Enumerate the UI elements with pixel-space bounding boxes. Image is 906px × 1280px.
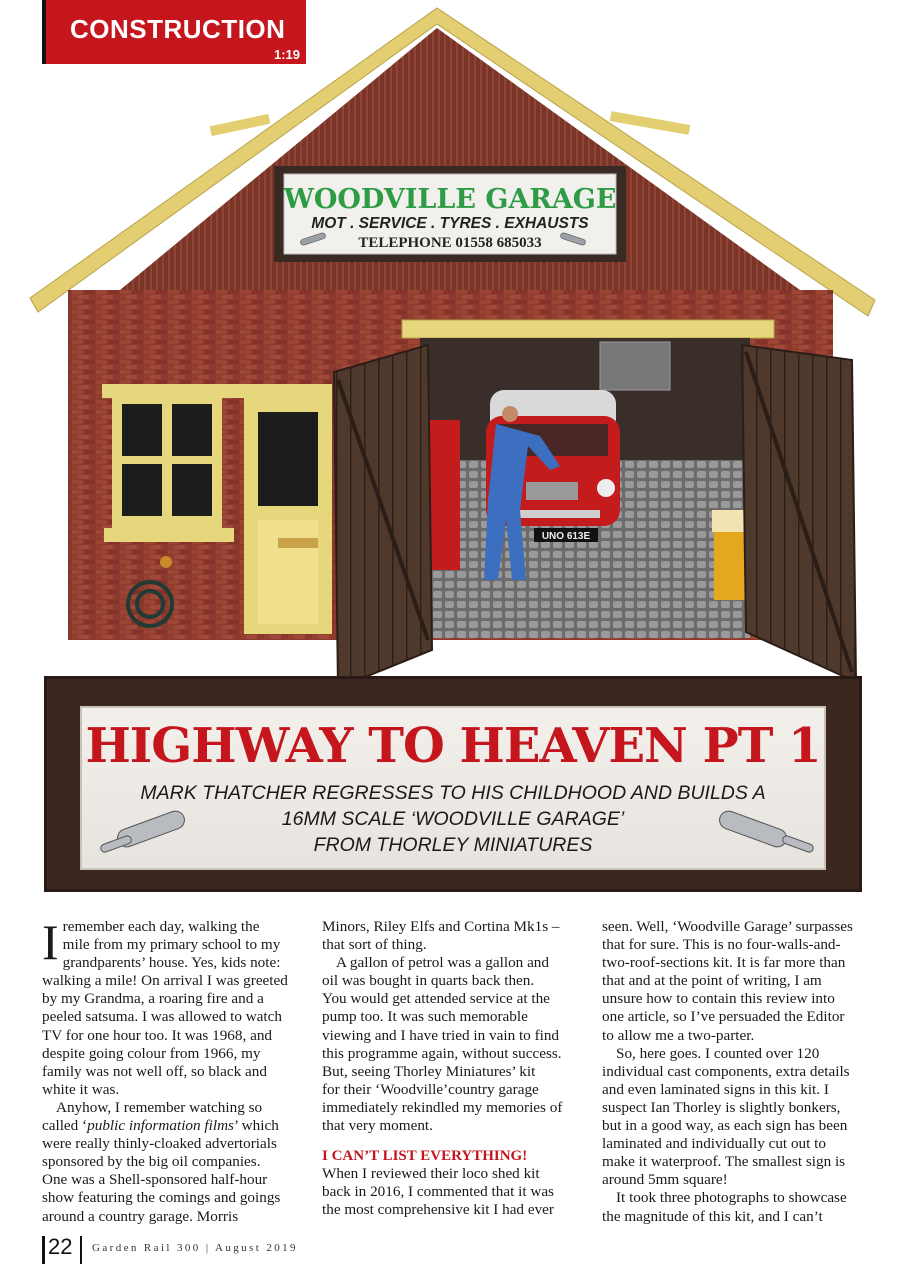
paragraph xyxy=(42,914,312,1099)
paragraph xyxy=(602,918,872,1045)
article-column-1 xyxy=(42,914,312,1226)
scale-label: 1:19 xyxy=(273,47,300,62)
text-line: but in a good way, as each sign has been xyxy=(602,1117,848,1135)
folio-divider xyxy=(80,1236,82,1264)
number-plate: UNO 613E xyxy=(541,531,591,542)
text-line: oil was bought in quarts back then. xyxy=(322,972,535,990)
section-label: CONSTRUCTION xyxy=(70,14,286,44)
text-line: TV for one hour too. It was 1968, and xyxy=(42,1026,273,1044)
sign-name: WOODVILLE GARAGE xyxy=(283,184,617,215)
text-line: peeled satsuma. I was allowed to watch xyxy=(42,1008,282,1026)
drop-cap: I xyxy=(42,914,59,970)
paragraph xyxy=(42,1099,312,1226)
text-line: pump too. It was such memorable xyxy=(322,1008,528,1026)
text-line: that for sure. This is no four-walls-and- xyxy=(602,936,841,954)
text-line: A gallon of petrol was a gallon and xyxy=(336,954,549,972)
standfirst-line: 16MM SCALE ‘WOODVILLE GARAGE’ xyxy=(281,808,625,830)
text-line: for their ‘Woodville’country garage xyxy=(322,1080,539,1098)
text-line: two-roof-sections kit. It is far more than xyxy=(602,954,846,972)
page-number: 22 xyxy=(48,1234,73,1259)
paragraph xyxy=(322,918,592,954)
text-line: It took three photographs to showcase xyxy=(616,1189,847,1207)
text-line: individual cast components, extra details xyxy=(602,1062,850,1080)
text-line: that sort of thing. xyxy=(322,936,427,954)
text-line: family was not well off, so black and xyxy=(42,1062,267,1080)
text-line: show featuring the comings and goings xyxy=(42,1189,281,1207)
text-line: make it waterproof. The smallest sign is xyxy=(602,1153,846,1171)
text-line: So, here goes. I counted over 120 xyxy=(616,1044,820,1062)
text-line: When I reviewed their loco shed kit xyxy=(322,1165,540,1183)
standfirst-line: FROM THORLEY MINIATURES xyxy=(313,834,593,856)
paragraph xyxy=(602,1189,872,1225)
article-column-3 xyxy=(602,918,872,1226)
paragraph xyxy=(322,1165,592,1219)
exhaust-icon xyxy=(700,806,818,862)
text-line: the magnitude of this kit, and I can’t xyxy=(602,1207,823,1225)
sign-services: MOT . SERVICE . TYRES . EXHAUSTS xyxy=(311,215,589,232)
text-line: around 5mm square! xyxy=(602,1171,728,1189)
text-line: to allow me a two-parter. xyxy=(602,1026,755,1044)
text-line: seen. Well, ‘Woodville Garage’ surpasses xyxy=(602,918,853,935)
text-line: one article, so I’ve persuaded the Editor xyxy=(602,1008,845,1026)
text-line: and even laminated signs in this kit. I xyxy=(602,1080,829,1098)
headline-title: HIGHWAY TO HEAVEN PT 1 xyxy=(85,718,821,774)
text-line: this programme again, without success. xyxy=(322,1044,562,1062)
text-line: called ‘public information films’ which xyxy=(42,1117,279,1135)
folio-divider xyxy=(42,1236,45,1264)
garage-door-left xyxy=(334,345,432,688)
text-line: Anyhow, I remember watching so xyxy=(56,1098,263,1116)
sign-telephone: TELEPHONE 01558 685033 xyxy=(358,235,542,251)
text-line: viewing and I have tried in vain to find xyxy=(322,1026,560,1044)
text-line: unsure how to contain this review into xyxy=(602,990,835,1008)
text-line: that very moment. xyxy=(322,1117,433,1135)
subheading: I CAN’T LIST EVERYTHING! xyxy=(322,1148,528,1165)
magazine-issue-line: Garden Rail 300 | August 2019 xyxy=(92,1242,298,1254)
text-line: grandparents’ house. Yes, kids note: xyxy=(62,954,281,972)
text-line: around a country garage. Morris xyxy=(42,1207,239,1225)
text-line: despite going colour from 1966, my xyxy=(42,1044,261,1062)
paragraph xyxy=(322,954,592,1135)
text-line: One was a Shell-sponsored half-hour xyxy=(42,1171,268,1189)
text-line: Minors, Riley Elfs and Cortina Mk1s – xyxy=(322,918,560,935)
article-column-2 xyxy=(322,918,592,1220)
text-line: remember each day, walking the xyxy=(62,918,260,935)
text-line: immediately rekindled my memories of xyxy=(322,1098,563,1116)
text-line: But, seeing Thorley Miniatures’ kit xyxy=(322,1062,536,1080)
text-line: were really thinly-cloaked advertorials xyxy=(42,1135,277,1153)
garage-sign xyxy=(274,166,626,262)
exhaust-icon xyxy=(96,806,206,862)
text-line: back in 2016, I commented that it was xyxy=(322,1183,554,1201)
standfirst-line: MARK THATCHER REGRESSES TO HIS CHILDHOOD AND BUILDS A xyxy=(140,782,766,804)
text-line: laminated and individually cut out to xyxy=(602,1135,826,1153)
text-line: white it was. xyxy=(42,1080,120,1098)
text-line: by my Grandma, a roaring fire and a xyxy=(42,990,264,1008)
text-line: the most comprehensive kit I had ever xyxy=(322,1201,554,1219)
paragraph xyxy=(602,1045,872,1190)
text-line: sponsored by the big oil companies. xyxy=(42,1153,261,1171)
text-line: walking a mile! On arrival I was greeted xyxy=(42,972,288,990)
text-line: that and at the point of writing, I am xyxy=(602,972,822,990)
text-line: mile from my primary school to my xyxy=(62,936,281,954)
text-line: suspect Ian Thorley is slightly bonkers, xyxy=(602,1098,841,1116)
text-line: You would get attended service at the xyxy=(322,990,550,1008)
